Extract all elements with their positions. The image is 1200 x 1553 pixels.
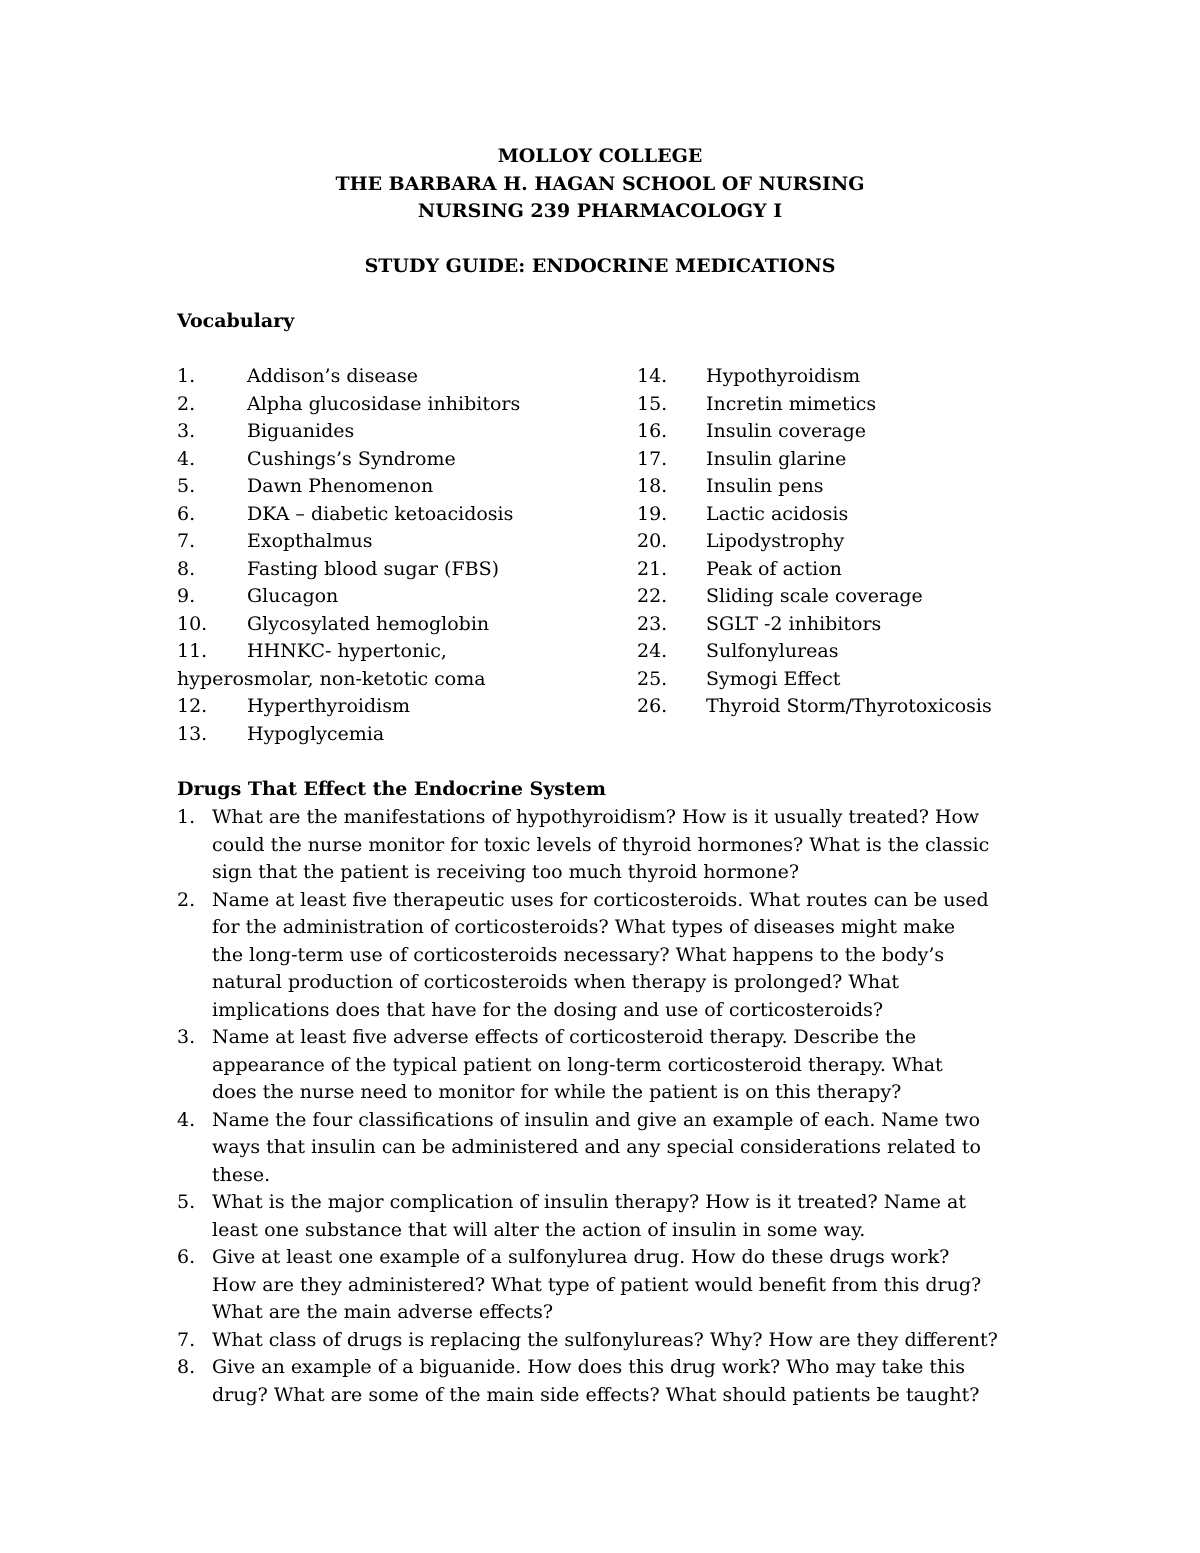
vocab-number: 1. xyxy=(177,365,196,387)
vocab-number: 3. xyxy=(177,420,196,442)
vocab-number: 4. xyxy=(177,447,196,470)
vocab-term: Dawn Phenomenon xyxy=(247,475,434,497)
question-item xyxy=(177,804,1037,887)
question-line: What class of drugs is replacing the sulfonylureas? Why? How are they different? xyxy=(212,1328,998,1351)
vocab-term: hyperosmolar, non-ketotic coma xyxy=(177,667,486,690)
vocab-item xyxy=(637,473,1057,501)
vocab-term: Symogi Effect xyxy=(706,667,841,690)
vocab-term: Biguanides xyxy=(247,420,355,442)
question-line: does the nurse need to monitor for while the patient is on this therapy? xyxy=(212,1081,902,1103)
vocab-number: 14. xyxy=(637,365,668,387)
vocab-number: 7. xyxy=(177,530,196,552)
question-line: implications does that have for the dosing and use of corticosteroids? xyxy=(212,998,884,1021)
question-item xyxy=(177,1244,1037,1327)
vocab-item xyxy=(637,501,1057,529)
vocab-item xyxy=(177,418,577,446)
question-number: 7. xyxy=(177,1328,196,1351)
vocab-term: Thyroid Storm/Thyrotoxicosis xyxy=(706,695,992,717)
vocab-item xyxy=(177,473,577,501)
vocab-number: 20. xyxy=(637,530,668,552)
vocab-term: Insulin pens xyxy=(706,475,824,497)
course-name: NURSING 239 PHARMACOLOGY I xyxy=(417,200,783,222)
vocab-item xyxy=(177,611,577,639)
question-line: Give at least one example of a sulfonylurea drug. How do these drugs work? xyxy=(212,1246,950,1268)
drugs-section-heading: Drugs That Effect the Endocrine System xyxy=(177,778,606,800)
vocabulary-left-column xyxy=(177,363,577,748)
vocab-number: 10. xyxy=(177,612,208,635)
vocab-item xyxy=(177,391,577,419)
vocab-item xyxy=(177,583,577,611)
question-number: 6. xyxy=(177,1246,196,1268)
college-name: MOLLOY COLLEGE xyxy=(497,145,703,167)
vocab-number: 12. xyxy=(177,695,208,717)
question-item xyxy=(177,1327,1037,1355)
question-line: What are the main adverse effects? xyxy=(212,1301,554,1323)
question-line: for the administration of corticosteroids? What types of diseases might make xyxy=(212,916,956,938)
question-line: the long-term use of corticosteroids necessary? What happens to the body’s xyxy=(212,943,945,966)
vocab-term: Glycosylated hemoglobin xyxy=(247,612,490,635)
vocab-item xyxy=(637,583,1057,611)
vocab-term: Glucagon xyxy=(247,585,339,607)
vocab-item xyxy=(177,446,577,474)
question-number: 8. xyxy=(177,1356,196,1378)
question-number: 2. xyxy=(177,888,196,911)
question-list xyxy=(177,804,1037,1409)
vocab-term: Fasting blood sugar (FBS) xyxy=(247,557,500,580)
vocab-term: Lactic acidosis xyxy=(706,502,849,525)
vocab-number: 25. xyxy=(637,667,668,690)
question-line: Name at least five adverse effects of corticosteroid therapy. Describe the xyxy=(212,1026,917,1048)
vocab-number: 2. xyxy=(177,392,196,415)
vocab-number: 18. xyxy=(637,475,668,497)
question-item xyxy=(177,1189,1037,1244)
question-line: appearance of the typical patient on long-term corticosteroid therapy. What xyxy=(212,1053,943,1076)
vocab-number: 19. xyxy=(637,502,668,525)
vocab-number: 6. xyxy=(177,502,196,525)
vocab-term: Cushings’s Syndrome xyxy=(247,447,456,470)
document-header xyxy=(0,143,1200,226)
vocab-item xyxy=(637,638,1057,666)
question-item xyxy=(177,1024,1037,1107)
vocab-item xyxy=(637,611,1057,639)
vocab-term: Exopthalmus xyxy=(247,530,373,552)
vocab-term: HHNKC- hypertonic, xyxy=(247,640,447,662)
question-line: What are the manifestations of hypothyroidism? How is it usually treated? How xyxy=(212,806,980,828)
vocab-number: 16. xyxy=(637,420,668,442)
vocab-item xyxy=(177,528,577,556)
vocab-item xyxy=(177,693,577,721)
vocab-term: Peak of action xyxy=(706,557,842,580)
vocab-term: Alpha glucosidase inhibitors xyxy=(247,392,521,415)
vocab-term: Addison’s disease xyxy=(247,365,418,387)
vocab-term: Hypothyroidism xyxy=(706,365,861,387)
vocab-number: 24. xyxy=(637,640,668,662)
vocab-number: 17. xyxy=(637,447,668,470)
vocab-number: 26. xyxy=(637,695,668,717)
question-item xyxy=(177,1107,1037,1190)
vocab-term: Hyperthyroidism xyxy=(247,695,411,717)
question-item xyxy=(177,1354,1037,1409)
vocab-item xyxy=(637,528,1057,556)
question-line: Name the four classifications of insulin and give an example of each. Name two xyxy=(212,1108,981,1131)
vocab-term: Insulin coverage xyxy=(706,420,867,442)
question-line: ways that insulin can be administered and any special considerations related to xyxy=(212,1136,981,1158)
question-item xyxy=(177,887,1037,1025)
vocab-number: 9. xyxy=(177,585,196,607)
vocab-item xyxy=(177,638,577,666)
vocabulary-heading: Vocabulary xyxy=(177,310,295,332)
vocab-number: 13. xyxy=(177,722,208,745)
vocab-term: Lipodystrophy xyxy=(706,530,845,552)
vocab-item xyxy=(177,501,577,529)
vocab-term: Sulfonylureas xyxy=(706,640,839,662)
vocab-item xyxy=(177,721,577,749)
vocab-term: Hypoglycemia xyxy=(247,722,385,745)
vocab-item xyxy=(637,391,1057,419)
vocabulary-right-column xyxy=(637,363,1057,721)
question-line: Name at least five therapeutic uses for corticosteroids. What routes can be used xyxy=(212,888,989,911)
question-line: drug? What are some of the main side effects? What should patients be taught? xyxy=(212,1383,980,1406)
vocab-number: 11. xyxy=(177,640,208,662)
vocab-item xyxy=(637,446,1057,474)
question-line: could the nurse monitor for toxic levels of thyroid hormones? What is the classic xyxy=(212,833,990,856)
vocab-number: 15. xyxy=(637,392,668,415)
study-guide-title: STUDY GUIDE: ENDOCRINE MEDICATIONS xyxy=(364,255,836,277)
vocab-item xyxy=(637,418,1057,446)
vocab-item xyxy=(637,363,1057,391)
vocab-term: Sliding scale coverage xyxy=(706,585,923,607)
question-line: What is the major complication of insulin therapy? How is it treated? Name at xyxy=(212,1191,966,1213)
question-line: natural production of corticosteroids when therapy is prolonged? What xyxy=(212,971,900,993)
vocab-item xyxy=(637,666,1057,694)
question-line: these. xyxy=(212,1163,271,1186)
question-line: least one substance that will alter the action of insulin in some way. xyxy=(212,1218,866,1241)
vocab-term: DKA – diabetic ketoacidosis xyxy=(247,502,514,525)
vocab-term: Incretin mimetics xyxy=(706,392,877,415)
vocab-number: 22. xyxy=(637,585,668,607)
vocab-number: 8. xyxy=(177,557,196,580)
question-line: Give an example of a biguanide. How does this drug work? Who may take this xyxy=(212,1356,966,1378)
vocab-term: Insulin glarine xyxy=(706,447,847,470)
question-line: How are they administered? What type of patient would benefit from this drug? xyxy=(212,1273,982,1296)
vocab-number: 21. xyxy=(637,557,668,580)
vocab-item-continuation xyxy=(177,666,577,694)
vocab-item xyxy=(637,556,1057,584)
question-number: 3. xyxy=(177,1026,196,1048)
vocab-item xyxy=(637,693,1057,721)
school-name: THE BARBARA H. HAGAN SCHOOL OF NURSING xyxy=(335,172,865,195)
vocab-number: 23. xyxy=(637,612,668,635)
vocab-item xyxy=(177,556,577,584)
question-number: 1. xyxy=(177,806,196,828)
question-number: 5. xyxy=(177,1191,196,1213)
vocab-term: SGLT -2 inhibitors xyxy=(706,612,882,635)
vocab-number: 5. xyxy=(177,475,196,497)
question-line: sign that the patient is receiving too much thyroid hormone? xyxy=(212,861,800,883)
question-number: 4. xyxy=(177,1108,196,1131)
vocab-item xyxy=(177,363,577,391)
